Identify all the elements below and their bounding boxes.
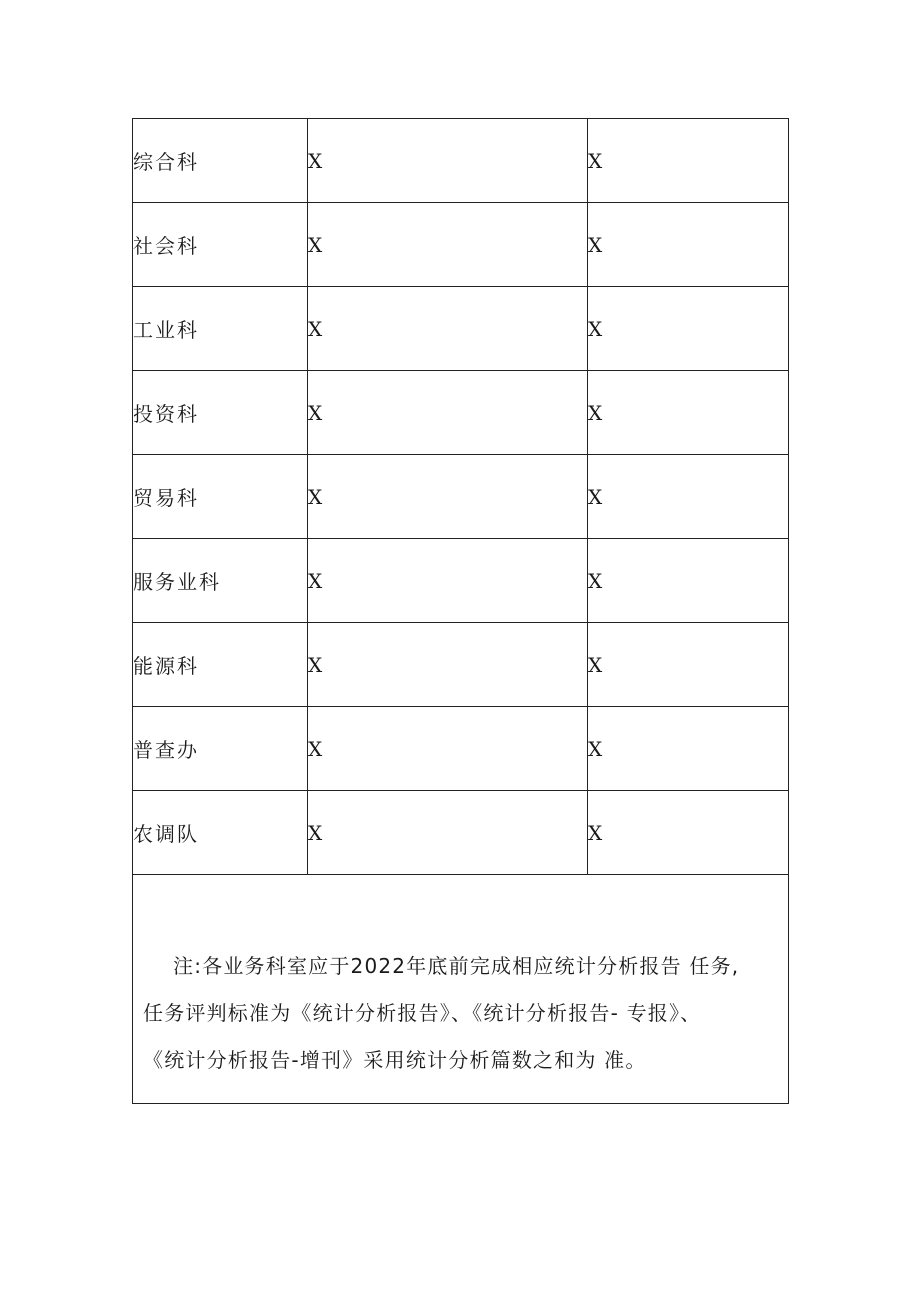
mark-cell: X [308,287,588,371]
table-row [133,791,789,875]
mark-cell: X [588,707,789,791]
note-cell [133,875,789,1104]
mark-cell: X [588,623,789,707]
note-text [143,943,788,1084]
note-line: 任务评判标准为《统计分析报告》、《统计分析报告- 专报》、 [143,1000,702,1025]
mark-cell: X [588,371,789,455]
department-cell: 贸易科 [133,455,308,539]
mark-cell: X [588,203,789,287]
department-cell: 工业科 [133,287,308,371]
table-row [133,623,789,707]
mark-cell: X [588,119,789,203]
table-row [133,707,789,791]
note-line: 《统计分析报告-增刊》采用统计分析篇数之和为 准。 [143,1047,647,1072]
mark-cell: X [308,203,588,287]
department-cell: 投资科 [133,371,308,455]
mark-cell: X [588,287,789,371]
mark-cell: X [308,539,588,623]
table-row [133,371,789,455]
mark-cell: X [308,623,588,707]
department-cell: 社会科 [133,203,308,287]
department-cell: 普查办 [133,707,308,791]
table-row [133,119,789,203]
mark-cell: X [588,791,789,875]
note-row [133,875,789,1104]
department-cell: 能源科 [133,623,308,707]
note-line: 注:各业务科室应于2022年底前完成相应统计分析报告 任务, [173,953,740,978]
mark-cell: X [308,791,588,875]
department-cell: 综合科 [133,119,308,203]
mark-cell: X [588,455,789,539]
mark-cell: X [308,707,588,791]
department-cell: 服务业科 [133,539,308,623]
mark-cell: X [308,455,588,539]
table-row [133,287,789,371]
mark-cell: X [308,371,588,455]
task-table [132,118,789,1104]
department-cell: 农调队 [133,791,308,875]
mark-cell: X [588,539,789,623]
table-row [133,203,789,287]
mark-cell: X [308,119,588,203]
table-row [133,455,789,539]
table-row [133,539,789,623]
